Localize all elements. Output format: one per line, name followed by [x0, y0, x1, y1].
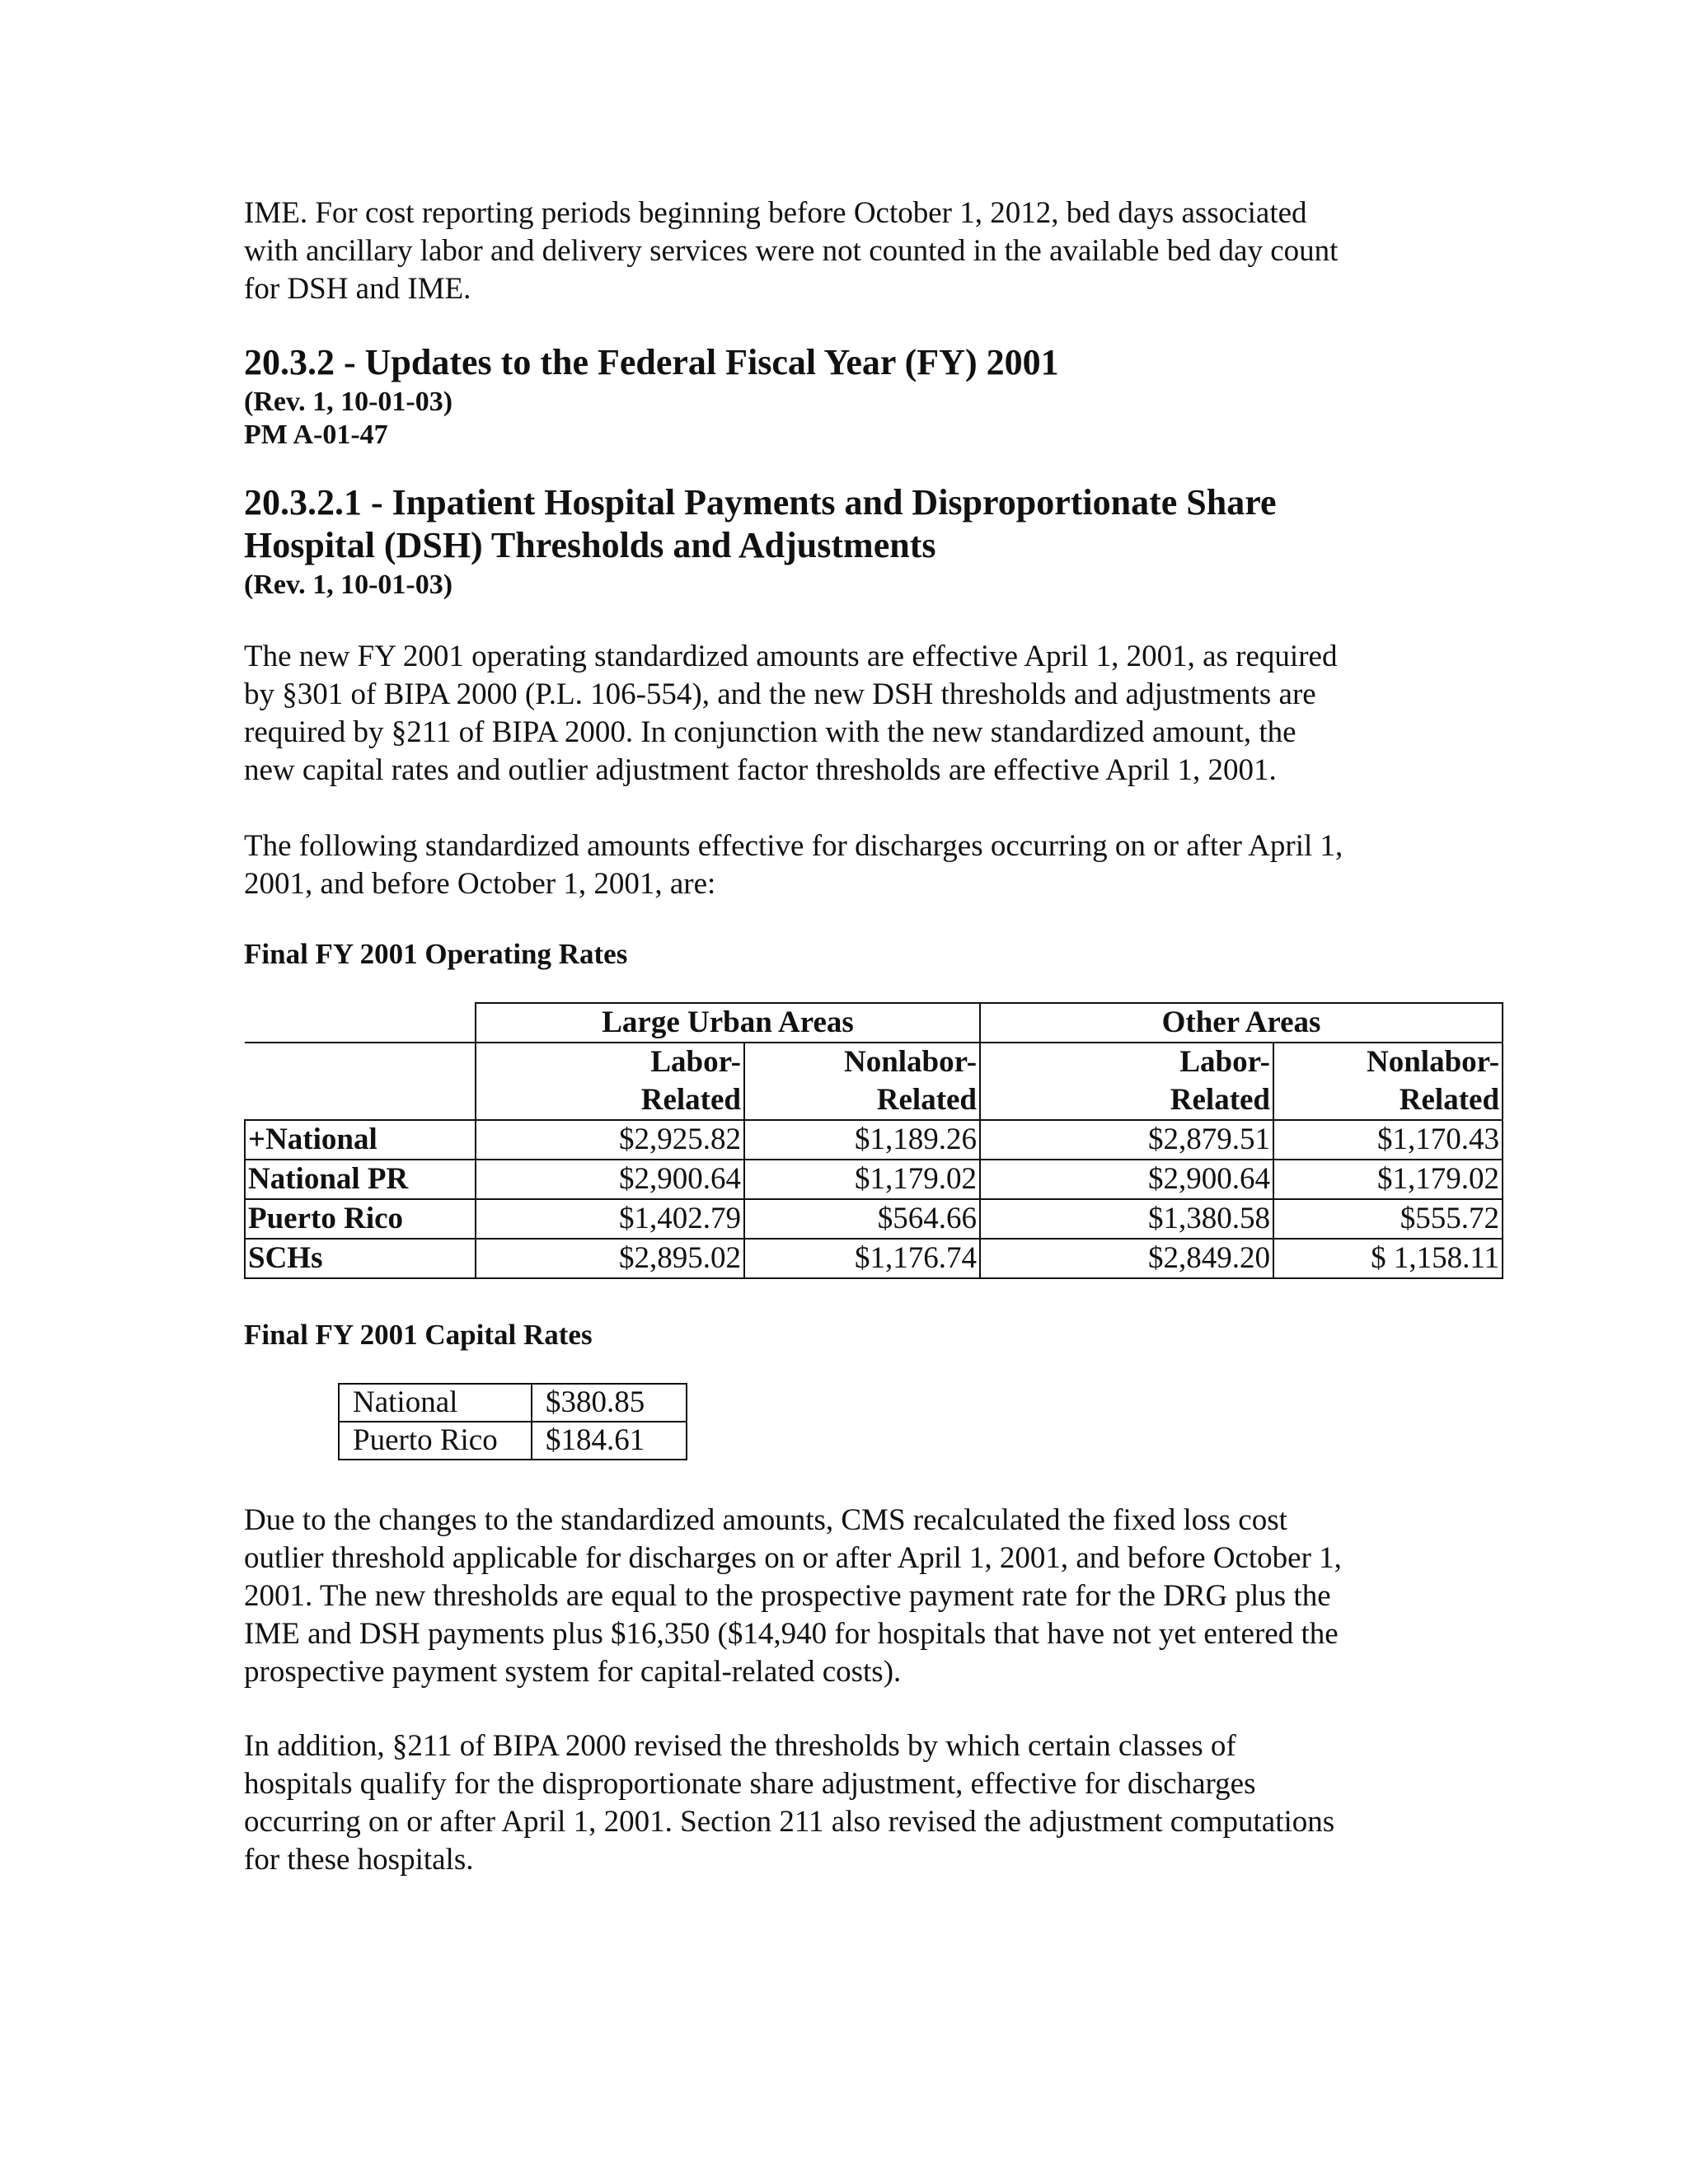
pm-reference: PM A-01-47 — [244, 419, 388, 450]
table-cell: $2,879.51 — [980, 1120, 1273, 1160]
table-header-row — [245, 1003, 1503, 1043]
table-row — [245, 1120, 1503, 1160]
section-title-20-3-2: 20.3.2 - Updates to the Federal Fiscal Year (FY) 2001 — [244, 342, 1059, 382]
table-cell: $1,402.79 — [476, 1199, 744, 1239]
paragraph-outlier-threshold: Due to the changes to the standardized amounts, CMS recalculated the fixed loss cost outlier threshold applicable for discharges on or after April 1, 2001, and before October 1, 2001. The new thresholds are equal to the prospective payment rate for the DRG plus the IME and DSH payments plus $16,350 ($14,940 for hospitals that have not yet entered the prospective payment system for capital-related costs). — [244, 1503, 1342, 1689]
column-header: Nonlabor- — [744, 1043, 980, 1081]
row-label: National — [339, 1384, 532, 1422]
table-row — [245, 1199, 1503, 1239]
table-cell: $1,179.02 — [1273, 1160, 1503, 1199]
operating-rates-caption: Final FY 2001 Operating Rates — [244, 938, 628, 970]
table-cell: $2,849.20 — [980, 1239, 1273, 1278]
table-cell: $1,179.02 — [744, 1160, 980, 1199]
paragraph-effective-dates: The new FY 2001 operating standardized amounts are effective April 1, 2001, as required by §301 of BIPA 2000 (P.L. 106-554), and the new DSH thresholds and adjustments are required by §211 of BIPA 2000. In conjunction with the new standardized amount, the new capital rates and outlier adjustment factor thresholds are effective April 1, 2001. — [244, 640, 1338, 787]
table-cell: $555.72 — [1273, 1199, 1503, 1239]
table-cell: $380.85 — [532, 1384, 687, 1422]
table-cell: $1,189.26 — [744, 1120, 980, 1160]
capital-rates-table — [338, 1383, 687, 1460]
capital-rates-caption: Final FY 2001 Capital Rates — [244, 1319, 593, 1351]
revision-note: (Rev. 1, 10-01-03) — [244, 387, 453, 417]
operating-rates-table — [244, 1002, 1503, 1279]
table-cell: $1,380.58 — [980, 1199, 1273, 1239]
table-cell: $2,900.64 — [980, 1160, 1273, 1199]
intro-paragraph: IME. For cost reporting periods beginning before October 1, 2012, bed days associated with ancillary labor and delivery services were not counted in the available bed day count for DSH and IME. — [244, 196, 1339, 306]
table-cell: $2,895.02 — [476, 1239, 744, 1278]
revision-note: (Rev. 1, 10-01-03) — [244, 569, 453, 600]
column-header: Labor- — [476, 1043, 744, 1081]
row-label: +National — [245, 1120, 476, 1160]
row-label: Puerto Rico — [339, 1422, 532, 1460]
column-header: Related — [744, 1081, 980, 1120]
column-header: Nonlabor- — [1273, 1043, 1503, 1081]
column-header: Related — [980, 1081, 1273, 1120]
table-row — [339, 1422, 687, 1460]
column-header: Related — [476, 1081, 744, 1120]
column-header: Labor- — [980, 1043, 1273, 1081]
table-cell: $ 1,158.11 — [1273, 1239, 1503, 1278]
table-cell: $1,170.43 — [1273, 1120, 1503, 1160]
table-cell: $1,176.74 — [744, 1239, 980, 1278]
section-title-20-3-2-1: 20.3.2.1 - Inpatient Hospital Payments and Disproportionate Share Hospital (DSH) Thresholds and Adjustments — [244, 482, 1277, 565]
column-group-header: Large Urban Areas — [476, 1003, 980, 1043]
table-row — [339, 1384, 687, 1422]
paragraph-dsh-thresholds: In addition, §211 of BIPA 2000 revised the thresholds by which certain classes of hospitals qualify for the disproportionate share adjustment, effective for discharges occurring on or after April 1, 2001. Section 211 also revised the adjustment computations for these hospitals. — [244, 1729, 1335, 1877]
column-header: Related — [1273, 1081, 1503, 1120]
document-page — [244, 194, 1500, 1879]
table-cell: $2,925.82 — [476, 1120, 744, 1160]
table-cell: $564.66 — [744, 1199, 980, 1239]
row-label: SCHs — [245, 1239, 476, 1278]
table-cell: $2,900.64 — [476, 1160, 744, 1199]
paragraph-standardized-amounts: The following standardized amounts effective for discharges occurring on or after April 1, 2001, and before October 1, 2001, are: — [244, 829, 1343, 901]
table-row — [245, 1160, 1503, 1199]
column-group-header: Other Areas — [980, 1003, 1503, 1043]
table-header-row — [245, 1081, 1503, 1120]
table-cell: $184.61 — [532, 1422, 687, 1460]
row-label: Puerto Rico — [245, 1199, 476, 1239]
table-header-row — [245, 1043, 1503, 1081]
row-label: National PR — [245, 1160, 476, 1199]
table-row — [245, 1239, 1503, 1278]
